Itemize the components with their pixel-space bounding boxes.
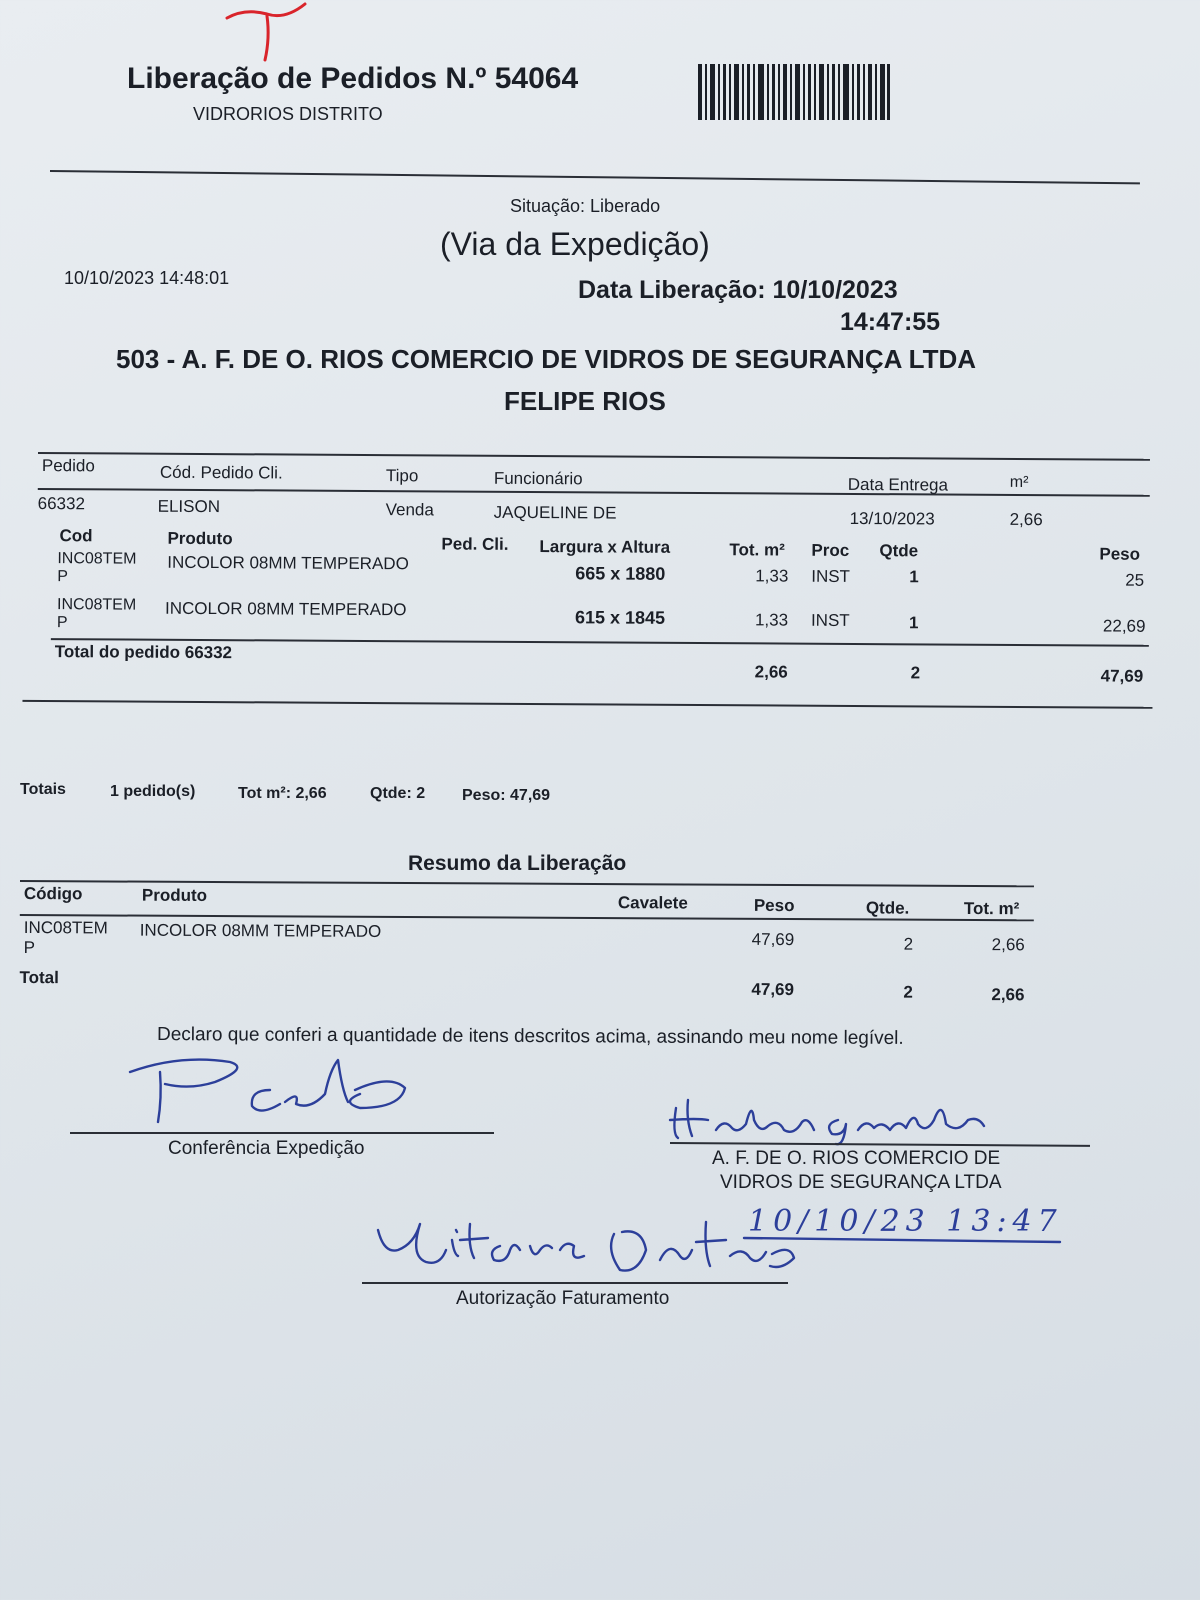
item-header-qtde: Qtde: [879, 541, 919, 561]
item-cod: INC08TEM: [57, 596, 137, 614]
item-cod: INC08TEM: [57, 550, 137, 568]
situacao: Situação: Liberado: [510, 196, 661, 216]
pedido-tipo: Venda: [385, 500, 434, 520]
empresa-line-2: VIDROS DE SEGURANÇA LTDA: [720, 1172, 1002, 1193]
company-name: VIDRORIOS DISTRITO: [193, 104, 383, 124]
total-pedido-peso: 47,69: [1100, 666, 1144, 686]
resumo-header-produto: Produto: [141, 885, 208, 905]
empresa-line-1: A. F. DE O. RIOS COMERCIO DE: [712, 1148, 1001, 1169]
item-header-produto: Produto: [167, 528, 233, 549]
signature-conferencia: [120, 1050, 420, 1130]
col-header-m2: m²: [1009, 473, 1029, 492]
cliente-name: 503 - A. F. DE O. RIOS COMERCIO DE VIDROS DE SEGURANÇA LTDA: [116, 344, 977, 374]
item-qtde: 1: [908, 613, 919, 633]
signature-autorizacao: [370, 1210, 810, 1290]
autorizacao-label: Autorização Faturamento: [456, 1288, 670, 1309]
resumo-header-cavalete: Cavalete: [617, 893, 688, 913]
pedido-funcionario: JAQUELINE DE: [493, 502, 617, 523]
pedido-m2: 2,66: [1009, 509, 1043, 530]
total-pedido-m2: 2,66: [754, 662, 788, 682]
item-peso: 25: [1125, 570, 1145, 590]
declaracao-text: Declaro que conferi a quantidade de itens descritos acima, assinando meu nome legível.: [156, 1024, 904, 1049]
totais-tot-m2: Tot m²: 2,66: [238, 785, 327, 802]
data-liberacao: Data Liberação: 10/10/2023: [578, 276, 898, 304]
item-header-peso: Peso: [1099, 544, 1141, 564]
col-header-cod-cli: Cód. Pedido Cli.: [159, 462, 283, 483]
totais-label: Totais: [20, 781, 66, 798]
col-header-funcionario: Funcionário: [493, 468, 583, 489]
resumo-title: Resumo da Liberação: [408, 852, 627, 875]
col-header-data-entrega: Data Entrega: [847, 474, 949, 495]
via-expedicao: (Via da Expedição): [440, 226, 710, 262]
item-cod-suffix: P: [56, 614, 68, 632]
item-dimensions: 665 x 1880: [575, 563, 666, 584]
hora-liberacao: 14:47:55: [840, 308, 941, 336]
item-qtde: 1: [909, 567, 919, 587]
print-datetime: 10/10/2023 14:48:01: [64, 268, 230, 288]
item-header-tot-m2: Tot. m²: [729, 540, 785, 560]
resumo-cod-suffix: P: [23, 938, 36, 958]
resumo-header-tot-m2: Tot. m²: [963, 898, 1020, 919]
document-title: Liberação de Pedidos N.º 54064: [127, 62, 579, 95]
item-proc: INST: [810, 610, 850, 630]
item-header-cod: Cod: [59, 526, 93, 546]
item-dimensions: 615 x 1845: [574, 607, 666, 628]
item-cod-suffix: P: [57, 568, 68, 586]
total-pedido-label: Total do pedido 66332: [54, 642, 233, 663]
item-tot-m2: 1,33: [754, 610, 789, 630]
col-header-pedido: Pedido: [41, 456, 95, 476]
item-proc: INST: [811, 566, 851, 586]
resumo-total-tot-m2: 2,66: [991, 985, 1025, 1005]
resumo-header-codigo: Código: [23, 884, 83, 904]
conferencia-label: Conferência Expedição: [168, 1138, 365, 1159]
resumo-tot-m2: 2,66: [991, 935, 1025, 955]
col-header-tipo: Tipo: [385, 466, 419, 486]
signature-line-conferencia: [70, 1132, 494, 1134]
resumo-produto: INCOLOR 08MM TEMPERADO: [139, 920, 382, 941]
item-header-proc: Proc: [811, 540, 850, 560]
item-peso: 22,69: [1102, 616, 1146, 636]
pedido-cod-cli: ELISON: [157, 496, 221, 517]
signature-empresa: [668, 1090, 1028, 1146]
cliente-contato: FELIPE RIOS: [504, 386, 666, 416]
pedido-data-entrega: 13/10/2023: [849, 508, 935, 529]
totais-pedidos: 1 pedido(s): [110, 783, 196, 800]
item-header-larg-alt: Largura x Altura: [539, 537, 671, 557]
pedido-number: 66332: [37, 493, 86, 514]
item-tot-m2: 1,33: [755, 566, 789, 586]
item-produto: INCOLOR 08MM TEMPERADO: [164, 598, 407, 620]
totais-peso: Peso: 47,69: [462, 787, 551, 804]
handwritten-date: 10/10/23 13:47: [748, 1204, 1063, 1239]
resumo-cod: INC08TEM: [23, 918, 108, 938]
signature-line-autorizacao: [362, 1282, 788, 1284]
resumo-header-peso: Peso: [753, 895, 795, 916]
resumo-peso: 47,69: [751, 929, 795, 950]
resumo-total-qtde: 2: [903, 982, 913, 1002]
total-pedido-qtde: 2: [910, 663, 921, 683]
resumo-total-label: Total: [19, 967, 59, 988]
item-header-ped-cli: Ped. Cli.: [441, 534, 509, 554]
item-produto: INCOLOR 08MM TEMPERADO: [167, 552, 409, 574]
resumo-total-peso: 47,69: [751, 979, 795, 1000]
resumo-qtde: 2: [903, 934, 914, 954]
totais-qtde: Qtde: 2: [370, 785, 426, 802]
resumo-header-qtde: Qtde.: [865, 898, 910, 918]
